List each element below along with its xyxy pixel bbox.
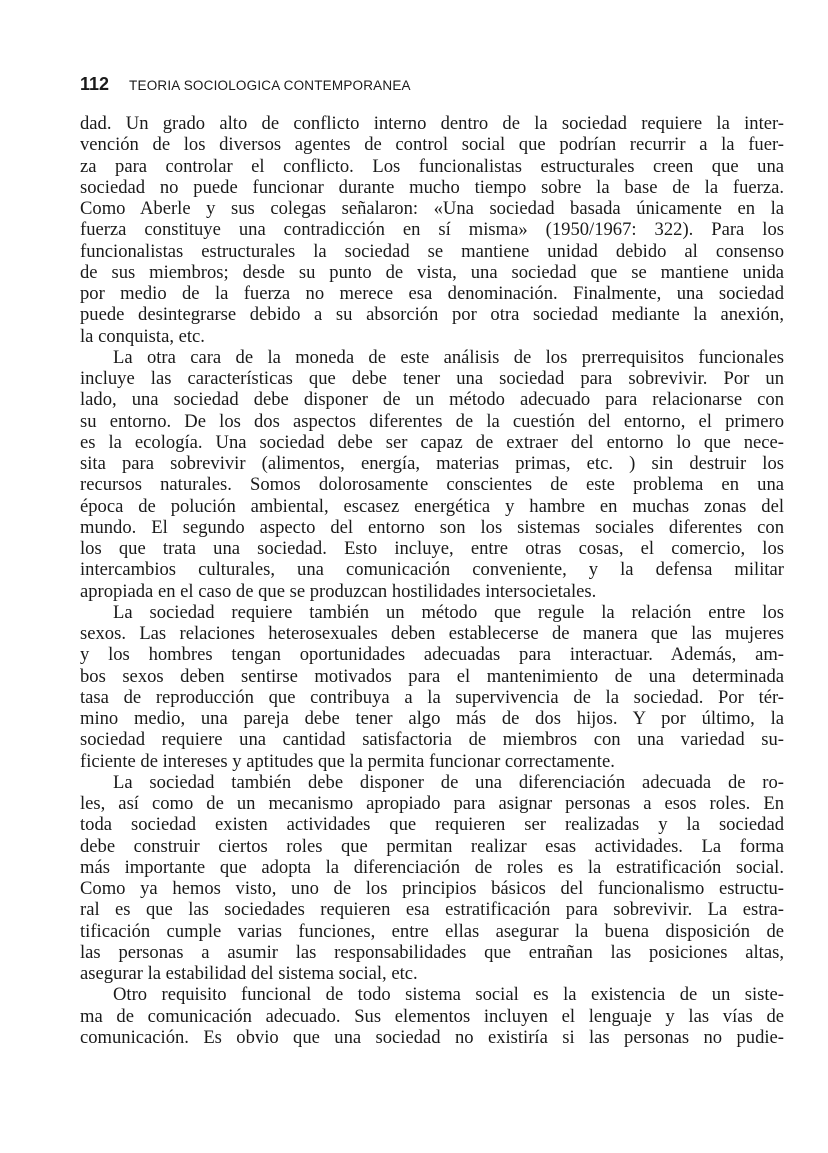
paragraph bbox=[80, 113, 784, 347]
running-header bbox=[80, 74, 411, 95]
text-line: La otra cara de la moneda de este análisis de los prerrequisitos funcionales bbox=[113, 346, 784, 368]
text-line: y los hombres tengan oportunidades adecuadas para interactuar. Además, am- bbox=[80, 644, 784, 666]
text-line: funcionalistas estructurales la sociedad se mantiene unidad debido al consenso bbox=[80, 240, 784, 262]
text-line: la conquista, etc. bbox=[80, 325, 205, 347]
text-line: más importante que adopta la diferenciación de roles es la estratificación social. bbox=[80, 856, 784, 878]
text-line: za para controlar el conflicto. Los funcionalistas estructurales creen que una bbox=[80, 155, 784, 177]
text-line: La sociedad también debe disponer de una diferenciación adecuada de ro- bbox=[113, 771, 784, 793]
text-line: sociedad no puede funcionar durante mucho tiempo sobre la base de la fuerza. bbox=[80, 176, 784, 198]
text-line: por medio de la fuerza no merece esa denominación. Finalmente, una sociedad bbox=[80, 283, 784, 304]
running-title: TEORIA SOCIOLOGICA CONTEMPORANEA bbox=[129, 78, 411, 93]
page-number: 112 bbox=[80, 74, 110, 94]
text-line: apropiada en el caso de que se produzcan hostilidades intersocietales. bbox=[80, 580, 597, 602]
text-line: les, así como de un mecanismo apropiado para asignar personas a esos roles. En bbox=[80, 793, 784, 814]
text-line: sita para sobrevivir (alimentos, energía, materias primas, etc. ) sin destruir los bbox=[80, 453, 784, 474]
paragraph bbox=[80, 772, 784, 985]
paragraph bbox=[80, 602, 784, 772]
text-line: su entorno. De los dos aspectos diferentes de la cuestión del entorno, el primero bbox=[80, 410, 784, 432]
text-line: toda sociedad existen actividades que requieren ser realizadas y la sociedad bbox=[80, 814, 784, 836]
text-line: mundo. El segundo aspecto del entorno son los sistemas sociales diferentes con bbox=[80, 516, 784, 538]
text-line: vención de los diversos agentes de control social que podrían recurrir a la fuer- bbox=[80, 134, 784, 156]
text-line: es la ecología. Una sociedad debe ser capaz de extraer del entorno lo que nece- bbox=[80, 431, 784, 453]
text-line: ma de comunicación adecuado. Sus elementos incluyen el lenguaje y las vías de bbox=[80, 1005, 784, 1027]
text-line: fuerza constituye una contradicción en sí misma» (1950/1967: 322). Para los bbox=[80, 219, 784, 241]
text-line: las personas a asumir las responsabilidades que entrañan las posiciones altas, bbox=[80, 941, 784, 963]
text-line: época de polución ambiental, escasez energética y hambre en muchas zonas del bbox=[80, 495, 784, 517]
text-line: dad. Un grado alto de conflicto interno dentro de la sociedad requiere la inter- bbox=[80, 113, 784, 134]
text-line: de sus miembros; desde su punto de vista, una sociedad que se mantiene unida bbox=[80, 261, 784, 283]
text-line: tificación cumple varias funciones, entre ellas asegurar la buena disposición de bbox=[80, 920, 784, 942]
text-line: mino medio, una pareja debe tener algo más de dos hijos. Y por último, la bbox=[80, 708, 784, 729]
text-line: sociedad requiere una cantidad satisfactoria de miembros con una variedad su- bbox=[80, 729, 784, 751]
text-line: ral es que las sociedades requieren esa estratificación para sobrevivir. La estra- bbox=[80, 899, 784, 921]
text-line: sexos. Las relaciones heterosexuales deben establecerse de manera que las mujeres bbox=[80, 623, 784, 644]
text-line: Como ya hemos visto, uno de los principios básicos del funcionalismo estructu- bbox=[80, 878, 784, 899]
text-line: los que trata una sociedad. Esto incluye, entre otras cosas, el comercio, los bbox=[80, 538, 784, 559]
text-line: intercambios culturales, una comunicación conveniente, y la defensa militar bbox=[80, 559, 784, 581]
text-line: comunicación. Es obvio que una sociedad no existiría si las personas no pudie- bbox=[80, 1026, 784, 1048]
text-line: debe construir ciertos roles que permitan realizar esas actividades. La forma bbox=[80, 835, 784, 857]
text-line: bos sexos deben sentirse motivados para el mantenimiento de una determinada bbox=[80, 665, 784, 687]
text-line: puede desintegrarse debido a su absorción por otra sociedad mediante la anexión, bbox=[80, 304, 784, 326]
paragraph bbox=[80, 347, 784, 602]
body-text bbox=[80, 113, 784, 1048]
text-line: La sociedad requiere también un método que regule la relación entre los bbox=[113, 601, 784, 623]
text-line: tasa de reproducción que contribuya a la supervivencia de la sociedad. Por tér- bbox=[80, 686, 784, 708]
paragraph bbox=[80, 984, 784, 1048]
text-line: asegurar la estabilidad del sistema social, etc. bbox=[80, 963, 418, 984]
text-line: incluye las características que debe tener una sociedad para sobrevivir. Por un bbox=[80, 368, 784, 389]
text-line: Otro requisito funcional de todo sistema social es la existencia de un siste- bbox=[113, 984, 784, 1006]
text-line: recursos naturales. Somos dolorosamente conscientes de este problema en una bbox=[80, 474, 784, 496]
text-line: lado, una sociedad debe disponer de un método adecuado para relacionarse con bbox=[80, 389, 784, 411]
text-line: Como Aberle y sus colegas señalaron: «Una sociedad basada únicamente en la bbox=[80, 198, 784, 219]
text-line: ficiente de intereses y aptitudes que la permita funcionar correctamente. bbox=[80, 750, 615, 772]
